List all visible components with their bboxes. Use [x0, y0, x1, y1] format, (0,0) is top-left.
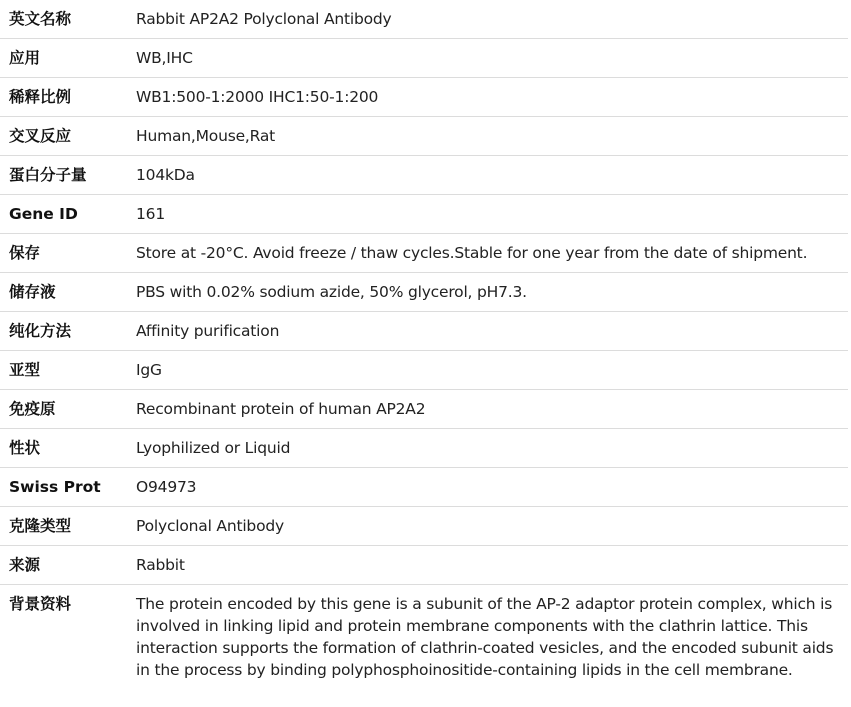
- row-clonality: [0, 507, 848, 546]
- row-value: The protein encoded by this gene is a subunit of the AP-2 adaptor protein complex, which is involved in linking lipid and protein membrane components with the clathrin lattice. This interaction supports the formation of clathrin-coated vesicles, and the encoded subunit aids in the process by binding polyphosphoinositide-containing lipids in the cell membrane.: [136, 595, 834, 679]
- row-value: 104kDa: [136, 166, 195, 184]
- row-value: Rabbit: [136, 556, 185, 574]
- row-value: Affinity purification: [136, 322, 280, 340]
- row-swiss-prot: [0, 468, 848, 507]
- row-label: 来源: [9, 556, 41, 574]
- row-value: IgG: [136, 361, 162, 379]
- row-value: Polyclonal Antibody: [136, 517, 284, 535]
- row-label: 纯化方法: [9, 322, 72, 340]
- row-value: WB1:500-1:2000 IHC1:50-1:200: [136, 88, 379, 106]
- row-label: 储存液: [9, 283, 56, 301]
- row-value: Rabbit AP2A2 Polyclonal Antibody: [136, 10, 392, 28]
- row-immunogen: [0, 390, 848, 429]
- row-label: 免疫原: [9, 400, 56, 418]
- row-label: 性状: [9, 439, 41, 457]
- row-label: 应用: [9, 49, 41, 67]
- row-value: Lyophilized or Liquid: [136, 439, 291, 457]
- row-purification: [0, 312, 848, 351]
- row-cross-reactivity: [0, 117, 848, 156]
- row-label: 保存: [9, 244, 41, 262]
- row-value: Store at -20°C. Avoid freeze / thaw cycles.Stable for one year from the date of shipment.: [136, 244, 808, 262]
- row-isotype: [0, 351, 848, 390]
- row-molecular-weight: [0, 156, 848, 195]
- row-label: 英文名称: [9, 10, 72, 28]
- row-label: 背景资料: [9, 595, 72, 613]
- row-label: 交叉反应: [9, 127, 72, 145]
- row-label: 亚型: [9, 361, 41, 379]
- row-value: PBS with 0.02% sodium azide, 50% glycerol, pH7.3.: [136, 283, 527, 301]
- row-dilution: [0, 78, 848, 117]
- row-application: [0, 39, 848, 78]
- row-label: 克隆类型: [9, 517, 72, 535]
- row-english-name: [0, 0, 848, 39]
- row-label: Swiss Prot: [9, 478, 101, 496]
- row-value: 161: [136, 205, 165, 223]
- row-value: Human,Mouse,Rat: [136, 127, 276, 145]
- row-value: O94973: [136, 478, 197, 496]
- row-form: [0, 429, 848, 468]
- row-host: [0, 546, 848, 585]
- row-storage: [0, 234, 848, 273]
- row-label: Gene ID: [9, 205, 78, 223]
- row-label: 蛋白分子量: [9, 166, 87, 184]
- row-storage-buffer: [0, 273, 848, 312]
- row-value: Recombinant protein of human AP2A2: [136, 400, 426, 418]
- row-gene-id: [0, 195, 848, 234]
- row-background: [0, 585, 848, 690]
- row-value: WB,IHC: [136, 49, 193, 67]
- row-label: 稀释比例: [9, 88, 72, 106]
